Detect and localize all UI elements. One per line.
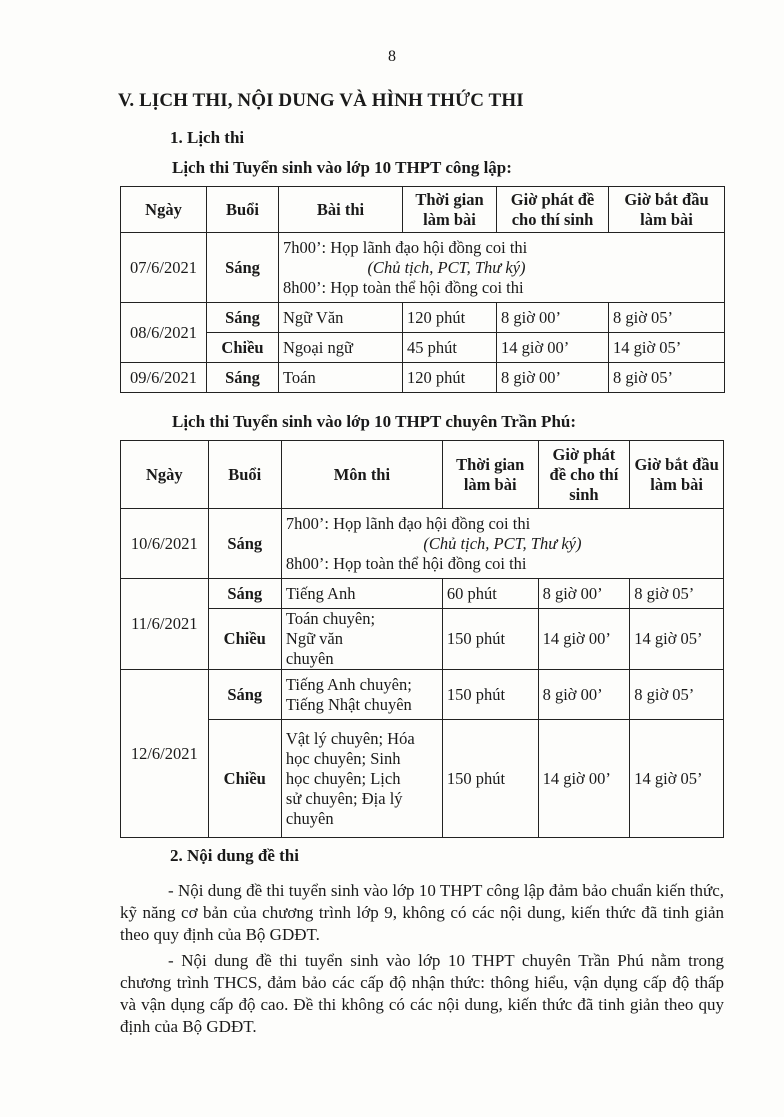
duration-cell: 150 phút [442, 670, 538, 720]
distribute-time-cell: 14 giờ 00’ [497, 333, 609, 363]
header-distribute-time: Giờ phát đề cho thí sinh [538, 441, 630, 509]
table-header-row [121, 187, 725, 233]
start-time-cell: 14 giờ 05’ [609, 333, 725, 363]
table-row [121, 609, 724, 670]
duration-cell: 150 phút [442, 609, 538, 670]
session-cell: Sáng [207, 233, 279, 303]
content-paragraph-specialized: - Nội dung đề thi tuyển sinh vào lớp 10 THPT chuyên Trần Phú nằm trong chương trình THCS, đảm bảo các cấp độ nhận thức: thông hiểu, vận dụng cấp độ thấp và vận dụng cấp độ cao. Đề thi không có các nội dung, kiến thức đã tinh giản theo quy định của Bộ GDĐT. [120, 951, 724, 1036]
table-row [121, 670, 724, 720]
meeting-note-line3: 8h00’: Họp toàn thể hội đồng coi thi [283, 277, 524, 297]
header-date: Ngày [121, 441, 209, 509]
distribute-time-cell: 14 giờ 00’ [538, 609, 630, 670]
date-cell: 10/6/2021 [121, 509, 209, 579]
table-row [121, 720, 724, 838]
subject-cell: Toán [279, 363, 403, 393]
subject-cell: Vật lý chuyên; Hóa học chuyên; Sinh học chuyên; Lịch sử chuyên; Địa lý chuyên [281, 720, 442, 838]
duration-cell: 120 phút [403, 303, 497, 333]
table-row [121, 579, 724, 609]
header-date: Ngày [121, 187, 207, 233]
start-time-cell: 8 giờ 05’ [630, 670, 724, 720]
header-session: Buổi [208, 441, 281, 509]
page-number: 8 [388, 48, 396, 65]
duration-cell: 150 phút [442, 720, 538, 838]
start-time-cell: 14 giờ 05’ [630, 720, 724, 838]
table-row [121, 233, 725, 303]
header-session: Buổi [207, 187, 279, 233]
subsection-content-heading: 2. Nội dung đề thi [170, 846, 299, 865]
distribute-time-cell: 8 giờ 00’ [497, 363, 609, 393]
public-school-exam-table [120, 186, 725, 393]
subject-cell: Tiếng Anh [281, 579, 442, 609]
session-cell: Sáng [208, 509, 281, 579]
table-header-row [121, 441, 724, 509]
table-row [121, 363, 725, 393]
header-duration: Thời gian làm bài [442, 441, 538, 509]
header-duration: Thời gian làm bài [403, 187, 497, 233]
session-cell: Chiều [208, 720, 281, 838]
specialized-school-exam-table [120, 440, 724, 838]
subject-cell: Tiếng Anh chuyên; Tiếng Nhật chuyên [281, 670, 442, 720]
start-time-cell: 14 giờ 05’ [630, 609, 724, 670]
start-time-cell: 8 giờ 05’ [609, 303, 725, 333]
session-cell: Chiều [208, 609, 281, 670]
table1-title: Lịch thi Tuyển sinh vào lớp 10 THPT công lập: [172, 158, 512, 177]
start-time-cell: 8 giờ 05’ [630, 579, 724, 609]
table2-title: Lịch thi Tuyển sinh vào lớp 10 THPT chuyên Trần Phú: [172, 412, 577, 431]
start-time-cell: 8 giờ 05’ [609, 363, 725, 393]
header-start-time: Giờ bắt đầu làm bài [630, 441, 724, 509]
date-cell: 09/6/2021 [121, 363, 207, 393]
subject-cell: Ngữ Văn [279, 303, 403, 333]
meeting-note-line1: 7h00’: Họp lãnh đạo hội đồng coi thi [283, 237, 528, 257]
duration-cell: 45 phút [403, 333, 497, 363]
distribute-time-cell: 8 giờ 00’ [538, 670, 630, 720]
meeting-note-line2: (Chủ tịch, PCT, Thư ký) [423, 533, 582, 553]
session-cell: Sáng [207, 363, 279, 393]
date-cell: 12/6/2021 [121, 670, 209, 838]
table-row [121, 509, 724, 579]
header-subject: Bài thi [279, 187, 403, 233]
distribute-time-cell: 14 giờ 00’ [538, 720, 630, 838]
header-distribute-time: Giờ phát đề cho thí sinh [497, 187, 609, 233]
session-cell: Sáng [208, 670, 281, 720]
meeting-note-line1: 7h00’: Họp lãnh đạo hội đồng coi thi [285, 513, 531, 533]
meeting-note-line2: (Chủ tịch, PCT, Thư ký) [367, 257, 526, 277]
section-title: V. LỊCH THI, NỘI DUNG VÀ HÌNH THỨC THI [118, 90, 524, 111]
table-row [121, 333, 725, 363]
header-subject: Môn thi [281, 441, 442, 509]
content-paragraph-public: - Nội dung đề thi tuyển sinh vào lớp 10 THPT công lập đảm bảo chuẩn kiến thức, kỹ năng cơ bản của chương trình lớp 9, không có các nội dung, kiến thức đã tinh giản theo quy định của Bộ GDĐT. [120, 881, 724, 944]
distribute-time-cell: 8 giờ 00’ [497, 303, 609, 333]
meeting-note-cell [279, 233, 725, 303]
date-cell: 11/6/2021 [121, 579, 209, 670]
distribute-time-cell: 8 giờ 00’ [538, 579, 630, 609]
subsection-schedule-heading: 1. Lịch thi [170, 128, 245, 147]
meeting-note-cell [281, 509, 723, 579]
session-cell: Chiều [207, 333, 279, 363]
header-start-time: Giờ bắt đầu làm bài [609, 187, 725, 233]
subject-cell: Toán chuyên; Ngữ văn chuyên [281, 609, 442, 670]
date-cell: 08/6/2021 [121, 303, 207, 363]
session-cell: Sáng [208, 579, 281, 609]
meeting-note-line3: 8h00’: Họp toàn thể hội đồng coi thi [285, 553, 527, 573]
table-row [121, 303, 725, 333]
date-cell: 07/6/2021 [121, 233, 207, 303]
duration-cell: 60 phút [442, 579, 538, 609]
subject-cell: Ngoại ngữ [279, 333, 403, 363]
session-cell: Sáng [207, 303, 279, 333]
duration-cell: 120 phút [403, 363, 497, 393]
